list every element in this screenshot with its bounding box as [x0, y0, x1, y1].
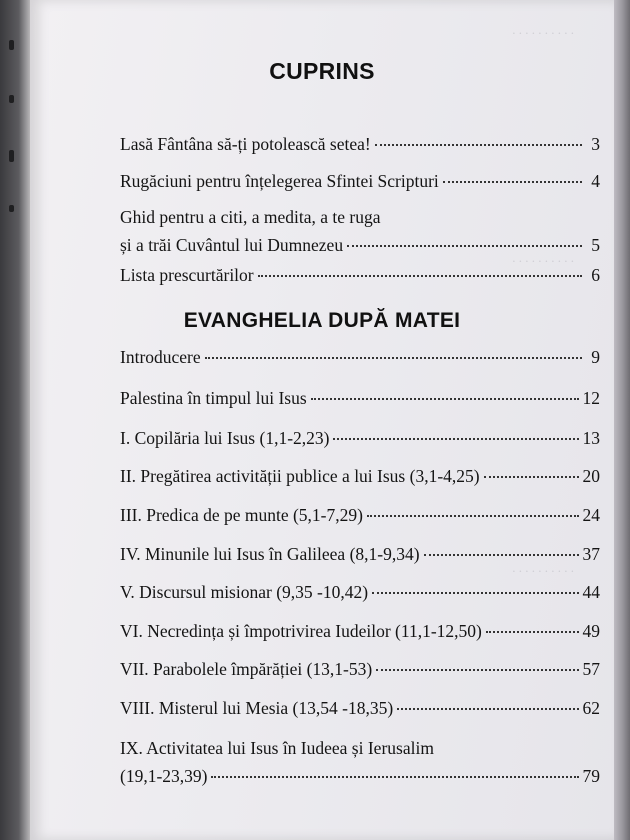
leader-dots: [367, 515, 579, 517]
spine-mark: [9, 95, 14, 103]
entry-title: IX. Activitatea lui Isus în Iudeea și Ierusalim: [120, 738, 434, 758]
toc-title: CUPRINS: [269, 58, 375, 84]
entry-page: 49: [582, 621, 600, 641]
entry-page: 5: [591, 235, 600, 255]
entry-title: Ghid pentru a citi, a medita, a te ruga: [120, 207, 381, 227]
toc-entry[interactable]: [120, 581, 600, 603]
leader-dots: [311, 398, 579, 400]
entry-page: 57: [582, 659, 600, 679]
entry-title-continued: (19,1-23,39): [120, 766, 208, 786]
toc-entry[interactable]: [120, 658, 600, 680]
entry-page: 62: [582, 698, 600, 718]
spine-mark: [9, 40, 14, 50]
leader-dots: [211, 776, 578, 778]
leader-dots: [375, 144, 582, 146]
entry-page: 9: [591, 347, 600, 367]
leader-dots: [205, 357, 582, 359]
entry-title: III. Predica de pe munte (5,1-7,29): [120, 505, 363, 525]
leader-dots: [347, 245, 582, 247]
entry-page: 20: [582, 466, 600, 486]
spine-mark: [9, 150, 14, 162]
toc-entry[interactable]: [120, 387, 600, 409]
show-through-text: . . . . . . . . . .: [512, 22, 574, 37]
entry-title: VII. Parabolele împărăției (13,1-53): [120, 659, 373, 679]
entry-page: 4: [591, 171, 600, 191]
entry-page: 12: [582, 388, 600, 408]
show-through-text: . . . . . . . . . .: [512, 560, 574, 575]
toc-entry[interactable]: [120, 427, 600, 449]
entry-title: VIII. Misterul lui Mesia (13,54 -18,35): [120, 698, 394, 718]
toc-entry[interactable]: [120, 264, 600, 286]
entry-title: Palestina în timpul lui Isus: [120, 388, 307, 408]
toc-entry[interactable]: [120, 697, 600, 719]
leader-dots: [258, 275, 582, 277]
entry-title: Lasă Fântâna să-ți potolească setea!: [120, 134, 371, 154]
leader-dots: [486, 631, 579, 633]
leader-dots: [333, 438, 578, 440]
entry-page: 44: [582, 582, 600, 602]
leader-dots: [397, 708, 578, 710]
toc-entry[interactable]: [120, 346, 600, 368]
leader-dots: [484, 476, 579, 478]
leader-dots: [424, 554, 579, 556]
book-page: [30, 0, 614, 840]
book-spine-edge: [0, 0, 34, 840]
section-title: EVANGHELIA DUPĂ MATEI: [183, 309, 461, 332]
entry-page: 13: [582, 428, 600, 448]
entry-title: Rugăciuni pentru înțelegerea Sfintei Scripturi: [120, 171, 439, 191]
entry-page: 6: [591, 265, 600, 285]
entry-title: VI. Necredința și împotrivirea Iudeilor (11,1-12,50): [120, 621, 482, 641]
entry-title: Lista prescurtărilor: [120, 265, 254, 285]
toc-entry[interactable]: [120, 206, 600, 256]
toc-entry[interactable]: [120, 170, 600, 192]
toc-entry[interactable]: [120, 504, 600, 526]
entry-title: Introducere: [120, 347, 201, 367]
entry-title-continued: și a trăi Cuvântul lui Dumnezeu: [120, 235, 344, 255]
entry-title: V. Discursul misionar (9,35 -10,42): [120, 582, 369, 602]
entry-title: IV. Minunile lui Isus în Galileea (8,1-9,34): [120, 544, 420, 564]
toc-entry[interactable]: [120, 465, 600, 487]
show-through-text: . . . . . . . . . .: [512, 250, 574, 265]
toc-entry[interactable]: [120, 133, 600, 155]
toc-entry[interactable]: [120, 620, 600, 642]
entry-page: 24: [582, 505, 600, 525]
toc-entry[interactable]: [120, 543, 600, 565]
leader-dots: [443, 181, 582, 183]
entry-page: 3: [591, 134, 600, 154]
entry-page: 79: [582, 766, 600, 786]
toc-entry[interactable]: [120, 737, 600, 787]
entry-page: 37: [582, 544, 600, 564]
entry-title: II. Pregătirea activității publice a lui Isus (3,1-4,25): [120, 466, 480, 486]
leader-dots: [372, 592, 578, 594]
entry-title: I. Copilăria lui Isus (1,1-2,23): [120, 428, 330, 448]
spine-mark: [9, 205, 14, 212]
leader-dots: [376, 669, 578, 671]
